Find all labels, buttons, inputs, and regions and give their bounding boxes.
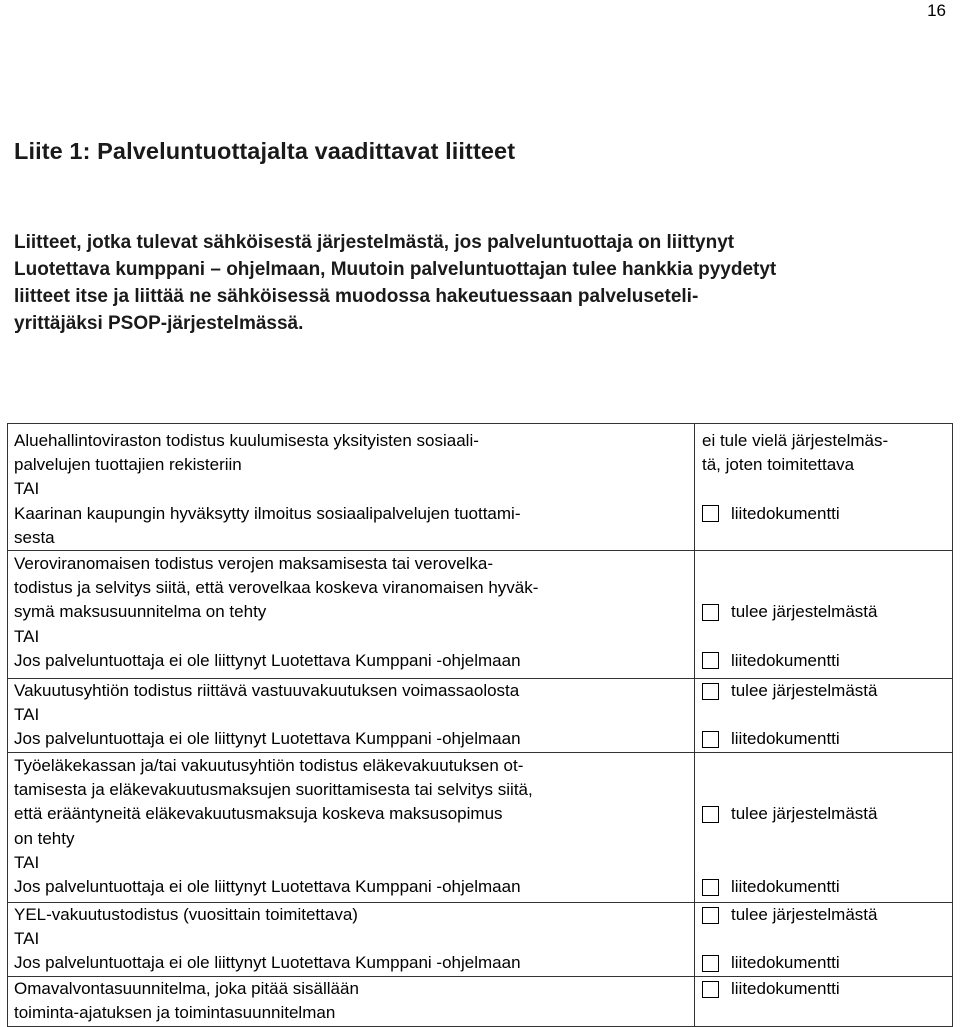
requirement-line: TAI — [14, 479, 40, 499]
option-label: liitedokumentti — [731, 650, 840, 670]
intro-line: liitteet itse ja liittää ne sähköisessä muodossa hakeutuessaan palveluseteli- — [14, 286, 699, 307]
intro-line: Liitteet, jotka tulevat sähköisestä järjestelmästä, jos palveluntuottaja on liittynyt — [14, 232, 735, 253]
option-label: liitedokumentti — [731, 729, 840, 749]
requirement-line: sesta — [14, 527, 55, 547]
requirement-cell — [8, 903, 695, 977]
requirement-line: symä maksusuunnitelma on tehty — [14, 602, 267, 622]
page-title: Liite 1: Palveluntuottajalta vaadittavat liitteet — [14, 138, 516, 164]
requirement-cell — [8, 977, 695, 1027]
checkbox[interactable] — [702, 652, 719, 669]
requirement-line: Jos palveluntuottaja ei ole liittynyt Luotettava Kumppani -ohjelmaan — [14, 877, 521, 897]
requirement-line: toiminta-ajatuksen ja toimintasuunnitelman — [14, 1003, 336, 1023]
requirement-line: Työeläkekassan ja/tai vakuutusyhtiön todistus eläkevakuutuksen ot- — [14, 756, 524, 776]
attachment-option[interactable] — [702, 727, 952, 751]
requirement-cell — [8, 679, 695, 753]
attachments-table — [7, 423, 953, 1027]
intro-line: yrittäjäksi PSOP-järjestelmässä. — [14, 313, 304, 334]
requirement-line: on tehty — [14, 828, 75, 848]
requirement-line: YEL-vakuutustodistus (vuosittain toimitettava) — [14, 905, 358, 925]
option-label: liitedokumentti — [731, 876, 840, 896]
delivery-cell — [695, 551, 953, 679]
system-option[interactable] — [702, 679, 952, 703]
option-label: tulee järjestelmästä — [731, 804, 878, 824]
requirement-line: TAI — [14, 929, 40, 949]
requirement-cell — [8, 424, 695, 551]
requirement-line: palvelujen tuottajien rekisteriin — [14, 455, 242, 475]
checkbox[interactable] — [702, 907, 719, 924]
system-option[interactable] — [702, 600, 952, 624]
checkbox[interactable] — [702, 505, 719, 522]
table-row — [8, 551, 953, 679]
option-label: tulee järjestelmästä — [731, 602, 878, 622]
requirement-line: todistus ja selvitys siitä, että verovelkaa koskeva viranomaisen hyväk- — [14, 578, 539, 598]
requirement-line: että erääntyneitä eläkevakuutusmaksuja koskeva maksusopimus — [14, 804, 503, 824]
delivery-cell — [695, 424, 953, 551]
checkbox[interactable] — [702, 981, 719, 998]
delivery-cell — [695, 679, 953, 753]
requirement-line: Aluehallintoviraston todistus kuulumisesta yksityisten sosiaali- — [14, 431, 479, 450]
requirement-line: TAI — [14, 626, 40, 646]
attachment-option[interactable] — [702, 875, 952, 899]
requirement-line: TAI — [14, 852, 40, 872]
option-label: liitedokumentti — [731, 953, 840, 973]
option-label: liitedokumentti — [731, 503, 840, 523]
option-label: liitedokumentti — [731, 979, 840, 999]
delivery-cell — [695, 903, 953, 977]
option-label: tulee järjestelmästä — [731, 681, 878, 701]
checkbox[interactable] — [702, 731, 719, 748]
option-label: tulee järjestelmästä — [731, 905, 878, 925]
checkbox[interactable] — [702, 879, 719, 896]
table-row — [8, 753, 953, 903]
checkbox[interactable] — [702, 806, 719, 823]
table-row — [8, 977, 953, 1027]
requirement-cell — [8, 551, 695, 679]
attachment-option[interactable] — [702, 977, 952, 1001]
intro-paragraph — [14, 229, 944, 337]
attachment-option[interactable] — [702, 951, 952, 975]
checkbox[interactable] — [702, 683, 719, 700]
delivery-cell — [695, 977, 953, 1027]
checkbox[interactable] — [702, 604, 719, 621]
requirement-line: TAI — [14, 705, 40, 725]
system-option[interactable] — [702, 903, 952, 927]
page-number: 16 — [927, 1, 946, 20]
delivery-cell — [695, 753, 953, 903]
table-row — [8, 424, 953, 551]
delivery-note: ei tule vielä järjestelmäs- — [702, 431, 889, 450]
delivery-note: tä, joten toimitettava — [702, 455, 855, 475]
requirement-cell — [8, 753, 695, 903]
requirement-line: tamisesta ja eläkevakuutusmaksujen suorittamisesta tai selvitys siitä, — [14, 780, 533, 800]
intro-line: Luotettava kumppani – ohjelmaan, Muutoin palveluntuottajan tulee hankkia pyydetyt — [14, 259, 777, 280]
attachment-option[interactable] — [702, 502, 952, 526]
system-option[interactable] — [702, 802, 952, 826]
requirement-line: Kaarinan kaupungin hyväksytty ilmoitus sosiaalipalvelujen tuottami- — [14, 503, 521, 523]
table-row — [8, 679, 953, 753]
attachment-option[interactable] — [702, 649, 952, 673]
requirement-line: Omavalvontasuunnitelma, joka pitää sisällään — [14, 979, 359, 999]
requirement-line: Vakuutusyhtiön todistus riittävä vastuuvakuutuksen voimassaolosta — [14, 681, 520, 701]
requirement-line: Jos palveluntuottaja ei ole liittynyt Luotettava Kumppani -ohjelmaan — [14, 953, 521, 973]
table-row — [8, 903, 953, 977]
checkbox[interactable] — [702, 955, 719, 972]
requirement-line: Jos palveluntuottaja ei ole liittynyt Luotettava Kumppani -ohjelmaan — [14, 650, 521, 670]
requirement-line: Jos palveluntuottaja ei ole liittynyt Luotettava Kumppani -ohjelmaan — [14, 729, 521, 749]
requirement-line: Veroviranomaisen todistus verojen maksamisesta tai verovelka- — [14, 554, 494, 574]
